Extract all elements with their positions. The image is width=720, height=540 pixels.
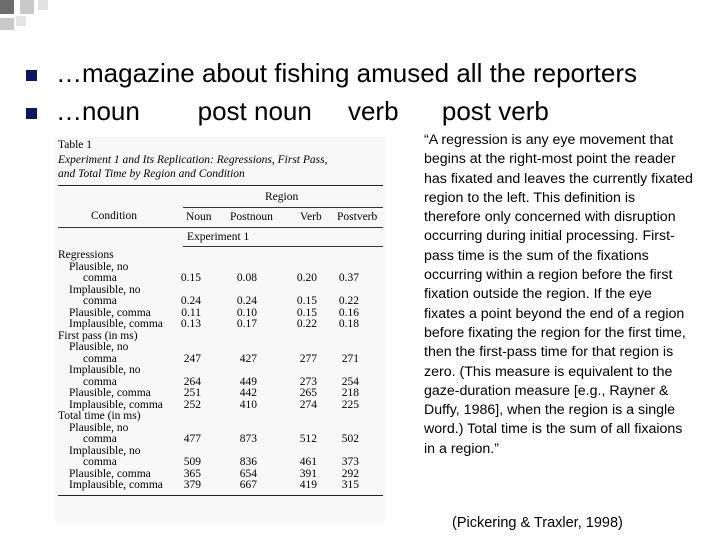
column-header: Postnoun	[230, 211, 273, 223]
condition-label: Implausible, no	[69, 444, 141, 457]
results-table-image	[55, 137, 385, 523]
table-cell: 0.24	[180, 295, 201, 307]
table-cell: 0.24	[236, 295, 257, 307]
table-cell: 477	[183, 433, 201, 445]
table-cell: 0.17	[236, 318, 257, 330]
condition-label: comma	[83, 352, 117, 365]
citation: (Pickering & Traxler, 1998)	[452, 515, 623, 531]
section-label: Total time (in ms)	[58, 410, 141, 422]
table-cell: 427	[239, 352, 257, 365]
table-cell: 0.15	[296, 295, 317, 307]
table-cell: 0.37	[338, 272, 359, 284]
table-cell: 315	[341, 479, 359, 491]
bullet-text: …noun post noun verb post verb	[56, 96, 549, 126]
bullet-square-icon	[26, 70, 37, 81]
condition-label: Plausible, no	[69, 421, 129, 434]
condition-label: Plausible, comma	[69, 467, 151, 480]
region-header: Region	[265, 191, 299, 203]
column-header: Postverb	[337, 211, 378, 223]
table-cell: 218	[341, 387, 359, 399]
table-cell: 0.08	[236, 272, 257, 284]
table-cell: 0.18	[338, 318, 359, 330]
table-cell: 836	[239, 456, 257, 468]
definition-text: “A regression is any eye movement that begins at the right-most point the reader has fixated and leaves the currently fixated region to the left. This definition is therefore only concerned with disruption occurring during initial processing. First-pass time is the sum of the fixations occurring within a region before the first fixation outside the region. If the eye fixates a point beyond the end of a region before fixating the region for the first time, then the first-pass time for that region is zero. (This measure is equivalent to the gaze-duration measure [e.g., Rayner & Duffy, 1986], when the region is a single word.) Total time is the sum of all fixaions in a region.”	[424, 132, 693, 457]
condition-label: Implausible, comma	[69, 479, 163, 491]
condition-label: Implausible, comma	[69, 318, 163, 330]
table-cell: 0.13	[180, 318, 201, 330]
column-header: Noun	[186, 211, 212, 223]
table-cell: 0.16	[338, 306, 359, 319]
experiment-rule	[183, 246, 383, 247]
table-rule	[58, 185, 383, 186]
table-cell: 251	[183, 387, 201, 399]
table-cell: 410	[239, 398, 257, 411]
table-cell: 509	[183, 456, 201, 468]
table-cell: 292	[341, 467, 359, 480]
condition-label: Plausible, comma	[69, 306, 151, 319]
region-rule	[183, 207, 383, 208]
table-cell: 0.22	[296, 318, 317, 330]
table-cell: 274	[299, 398, 317, 411]
table-rule	[58, 227, 383, 228]
table-cell: 379	[183, 479, 201, 491]
experiment-label: Experiment 1	[187, 231, 250, 243]
condition-label: comma	[83, 295, 117, 307]
table-cell: 873	[239, 433, 257, 445]
condition-label: comma	[83, 375, 117, 388]
table-cell: 0.22	[338, 295, 359, 307]
bullet-list	[26, 58, 637, 134]
table-cell: 271	[341, 352, 359, 365]
section-label: Regressions	[58, 249, 114, 261]
table-cell: 0.11	[181, 306, 201, 319]
table-cell: 461	[299, 456, 317, 468]
bullet-item	[26, 58, 637, 96]
condition-label: Plausible, no	[69, 341, 129, 353]
corner-decoration	[0, 0, 80, 40]
table-cell: 654	[239, 467, 257, 480]
bullet-item	[26, 96, 549, 134]
table-cell: 442	[239, 387, 257, 399]
table-cell: 0.15	[296, 306, 317, 319]
table-caption-line: and Total Time by Region and Condition	[58, 168, 245, 180]
table-cell: 252	[183, 398, 201, 411]
condition-label: comma	[83, 272, 117, 284]
condition-label: comma	[83, 456, 117, 468]
table-cell: 265	[299, 387, 317, 399]
table-cell: 277	[299, 352, 317, 365]
bullet-text: …magazine about fishing amused all the reporters	[56, 58, 637, 88]
table-cell: 247	[183, 352, 201, 365]
condition-label: Implausible, comma	[69, 398, 163, 411]
table-number: Table 1	[58, 139, 93, 151]
table-cell: 667	[239, 479, 257, 491]
table-cell: 373	[341, 456, 359, 468]
table-cell: 391	[299, 467, 317, 480]
section-label: First pass (in ms)	[58, 329, 138, 342]
condition-label: comma	[83, 433, 117, 445]
condition-label: Plausible, no	[69, 260, 129, 273]
bullet-square-icon	[26, 108, 37, 119]
table-cell: 365	[183, 467, 201, 480]
condition-label: Implausible, no	[69, 364, 141, 376]
table-cell: 254	[341, 375, 359, 388]
table-cell: 273	[299, 375, 317, 388]
table-cell: 512	[299, 433, 317, 445]
table-cell: 0.20	[296, 272, 317, 284]
condition-header: Condition	[91, 210, 138, 222]
table-caption-line: Experiment 1 and Its Replication: Regressions, First Pass,	[58, 154, 328, 166]
table-cell: 225	[341, 398, 359, 411]
condition-label: Plausible, comma	[69, 387, 151, 399]
table-cell: 0.10	[236, 306, 257, 319]
table-rule	[58, 495, 383, 496]
column-header: Verb	[300, 211, 322, 223]
table-cell: 264	[183, 375, 201, 388]
condition-label: Implausible, no	[69, 283, 141, 296]
table-cell: 0.15	[180, 272, 201, 284]
table-cell: 502	[341, 433, 359, 445]
table-cell: 449	[239, 375, 257, 388]
table-cell: 419	[299, 479, 317, 491]
